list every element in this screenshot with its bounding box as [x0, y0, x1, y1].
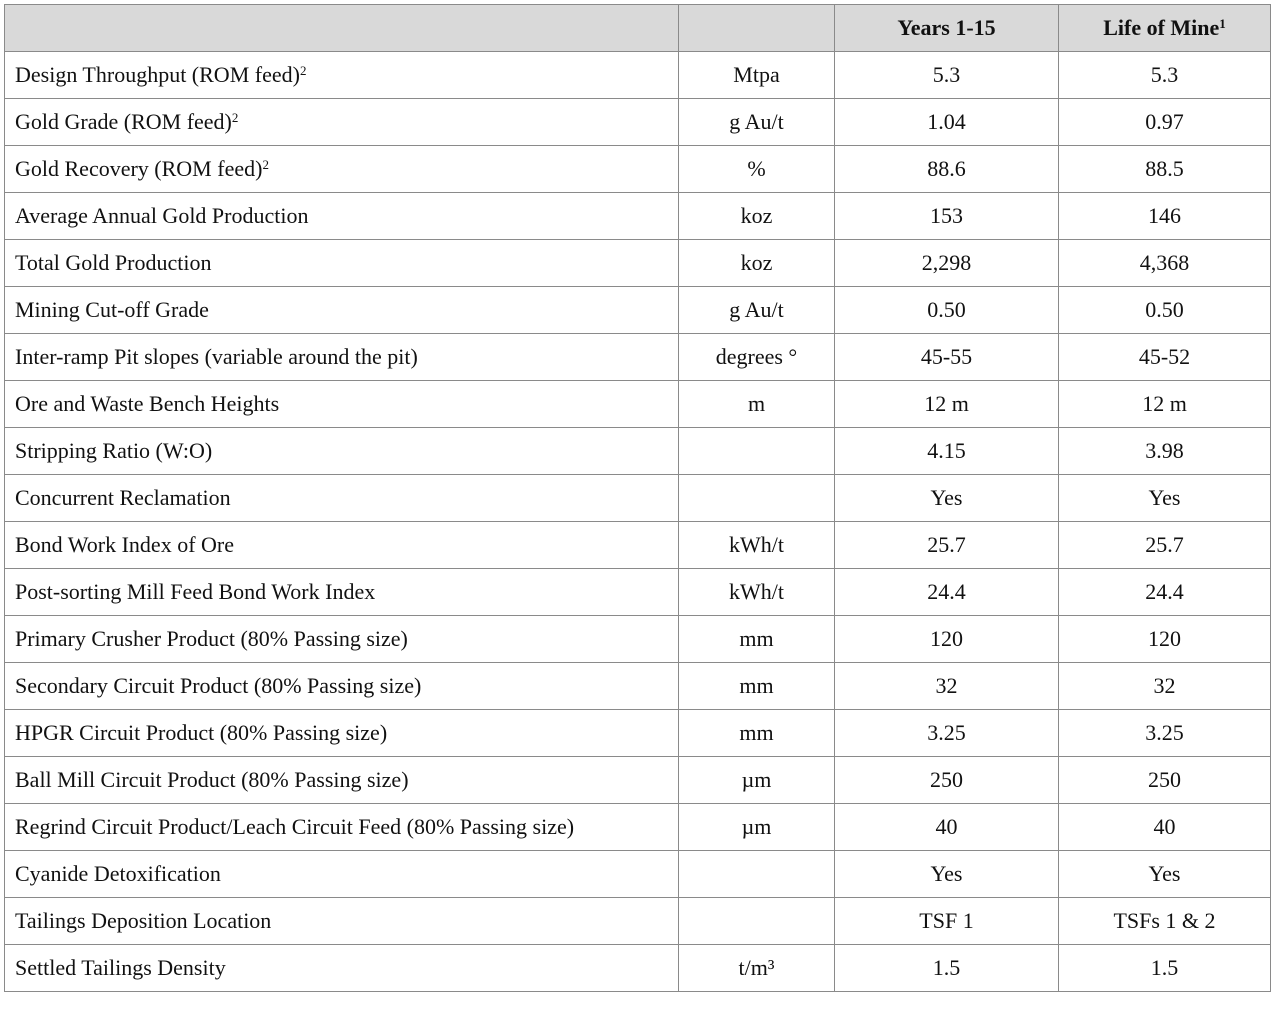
row-years-1-15-value: 153	[835, 193, 1059, 240]
table-row	[5, 381, 1271, 428]
row-unit: %	[679, 146, 835, 193]
row-label	[5, 757, 679, 804]
header-row	[5, 5, 1271, 52]
row-unit: kWh/t	[679, 522, 835, 569]
row-unit: g Au/t	[679, 287, 835, 334]
row-label	[5, 710, 679, 757]
row-life-of-mine-value: 25.7	[1059, 522, 1271, 569]
row-years-1-15-value: 45-55	[835, 334, 1059, 381]
row-label-text: Total Gold Production	[15, 250, 212, 275]
row-life-of-mine-value: 45-52	[1059, 334, 1271, 381]
row-life-of-mine-value: 12 m	[1059, 381, 1271, 428]
table-row	[5, 475, 1271, 522]
row-label	[5, 99, 679, 146]
row-label-text: Gold Grade (ROM feed)	[15, 109, 232, 134]
row-life-of-mine-value: 24.4	[1059, 569, 1271, 616]
header-unit	[679, 5, 835, 52]
row-label	[5, 663, 679, 710]
table-row	[5, 804, 1271, 851]
footnote-marker: 2	[299, 63, 307, 78]
row-unit: mm	[679, 663, 835, 710]
row-life-of-mine-value: 3.98	[1059, 428, 1271, 475]
row-label-text: Ore and Waste Bench Heights	[15, 391, 280, 416]
table-row	[5, 52, 1271, 99]
row-label	[5, 381, 679, 428]
row-years-1-15-value: 24.4	[835, 569, 1059, 616]
row-label-text: Ball Mill Circuit Product (80% Passing size)	[15, 767, 409, 792]
row-label-text: Average Annual Gold Production	[15, 203, 309, 228]
table-row	[5, 616, 1271, 663]
header-life-of-mine-label: Life of Mine	[1103, 15, 1220, 40]
table-row	[5, 334, 1271, 381]
row-years-1-15-value: 12 m	[835, 381, 1059, 428]
row-label-text: Tailings Deposition Location	[15, 908, 272, 933]
row-unit: koz	[679, 240, 835, 287]
row-label	[5, 945, 679, 992]
header-life-of-mine	[1059, 5, 1271, 52]
table-body	[5, 52, 1271, 992]
row-unit	[679, 475, 835, 522]
row-label-text: Regrind Circuit Product/Leach Circuit Feed (80% Passing size)	[15, 814, 575, 839]
table-row	[5, 898, 1271, 945]
row-unit: g Au/t	[679, 99, 835, 146]
row-label	[5, 193, 679, 240]
row-years-1-15-value: 120	[835, 616, 1059, 663]
row-life-of-mine-value: 88.5	[1059, 146, 1271, 193]
row-unit	[679, 898, 835, 945]
table-row	[5, 428, 1271, 475]
table-row	[5, 710, 1271, 757]
row-life-of-mine-value: 0.50	[1059, 287, 1271, 334]
row-life-of-mine-value: 4,368	[1059, 240, 1271, 287]
row-label-text: Mining Cut-off Grade	[15, 297, 209, 322]
table-row	[5, 287, 1271, 334]
table-row	[5, 851, 1271, 898]
row-years-1-15-value: 25.7	[835, 522, 1059, 569]
row-years-1-15-value: TSF 1	[835, 898, 1059, 945]
row-label-text: Secondary Circuit Product (80% Passing size)	[15, 673, 422, 698]
row-life-of-mine-value: 40	[1059, 804, 1271, 851]
row-label-text: Inter-ramp Pit slopes (variable around the pit)	[15, 344, 418, 369]
row-unit: Mtpa	[679, 52, 835, 99]
row-unit: mm	[679, 710, 835, 757]
row-years-1-15-value: 40	[835, 804, 1059, 851]
footnote-marker: 2	[231, 110, 239, 125]
table-row	[5, 663, 1271, 710]
row-life-of-mine-value: TSFs 1 & 2	[1059, 898, 1271, 945]
table-row	[5, 99, 1271, 146]
row-years-1-15-value: 5.3	[835, 52, 1059, 99]
row-unit: mm	[679, 616, 835, 663]
row-label-text: Gold Recovery (ROM feed)	[15, 156, 263, 181]
header-parameter	[5, 5, 679, 52]
row-years-1-15-value: 0.50	[835, 287, 1059, 334]
table-row	[5, 757, 1271, 804]
row-label	[5, 569, 679, 616]
row-years-1-15-value: 2,298	[835, 240, 1059, 287]
row-label	[5, 898, 679, 945]
row-years-1-15-value: 1.5	[835, 945, 1059, 992]
row-label	[5, 804, 679, 851]
row-label-text: Settled Tailings Density	[15, 955, 226, 980]
header-years-1-15: Years 1-15	[835, 5, 1059, 52]
row-unit: µm	[679, 804, 835, 851]
row-years-1-15-value: 250	[835, 757, 1059, 804]
table-row	[5, 522, 1271, 569]
footnote-marker: 1	[1219, 16, 1226, 31]
footnote-marker: 2	[262, 157, 269, 172]
row-label-text: Primary Crusher Product (80% Passing size)	[15, 626, 408, 651]
row-life-of-mine-value: 32	[1059, 663, 1271, 710]
row-label-text: Stripping Ratio (W:O)	[15, 438, 213, 463]
row-life-of-mine-value: Yes	[1059, 475, 1271, 522]
row-unit: kWh/t	[679, 569, 835, 616]
row-life-of-mine-value: 146	[1059, 193, 1271, 240]
row-label	[5, 287, 679, 334]
table-row	[5, 569, 1271, 616]
row-label	[5, 475, 679, 522]
row-years-1-15-value: 32	[835, 663, 1059, 710]
row-label-text: HPGR Circuit Product (80% Passing size)	[15, 720, 388, 745]
row-label	[5, 52, 679, 99]
row-unit	[679, 428, 835, 475]
table-header	[5, 5, 1271, 52]
row-label	[5, 334, 679, 381]
row-years-1-15-value: 88.6	[835, 146, 1059, 193]
row-years-1-15-value: 3.25	[835, 710, 1059, 757]
row-life-of-mine-value: 5.3	[1059, 52, 1271, 99]
row-label-text: Cyanide Detoxification	[15, 861, 221, 886]
row-life-of-mine-value: 0.97	[1059, 99, 1271, 146]
row-unit: t/m³	[679, 945, 835, 992]
row-label	[5, 146, 679, 193]
row-years-1-15-value: Yes	[835, 851, 1059, 898]
row-unit: koz	[679, 193, 835, 240]
row-life-of-mine-value: 120	[1059, 616, 1271, 663]
row-life-of-mine-value: 250	[1059, 757, 1271, 804]
row-unit: m	[679, 381, 835, 428]
row-unit	[679, 851, 835, 898]
table-row	[5, 146, 1271, 193]
row-unit: µm	[679, 757, 835, 804]
row-years-1-15-value: 1.04	[835, 99, 1059, 146]
row-life-of-mine-value: 1.5	[1059, 945, 1271, 992]
row-label-text: Design Throughput (ROM feed)	[15, 62, 300, 87]
row-label	[5, 616, 679, 663]
row-label	[5, 428, 679, 475]
row-years-1-15-value: 4.15	[835, 428, 1059, 475]
table-row	[5, 945, 1271, 992]
row-life-of-mine-value: 3.25	[1059, 710, 1271, 757]
row-label	[5, 240, 679, 287]
row-label-text: Post-sorting Mill Feed Bond Work Index	[15, 579, 376, 604]
row-label	[5, 851, 679, 898]
row-years-1-15-value: Yes	[835, 475, 1059, 522]
row-unit: degrees °	[679, 334, 835, 381]
row-life-of-mine-value: Yes	[1059, 851, 1271, 898]
row-label-text: Concurrent Reclamation	[15, 485, 231, 510]
row-label	[5, 522, 679, 569]
table-row	[5, 240, 1271, 287]
production-parameters-table	[4, 4, 1271, 992]
row-label-text: Bond Work Index of Ore	[15, 532, 235, 557]
table-row	[5, 193, 1271, 240]
